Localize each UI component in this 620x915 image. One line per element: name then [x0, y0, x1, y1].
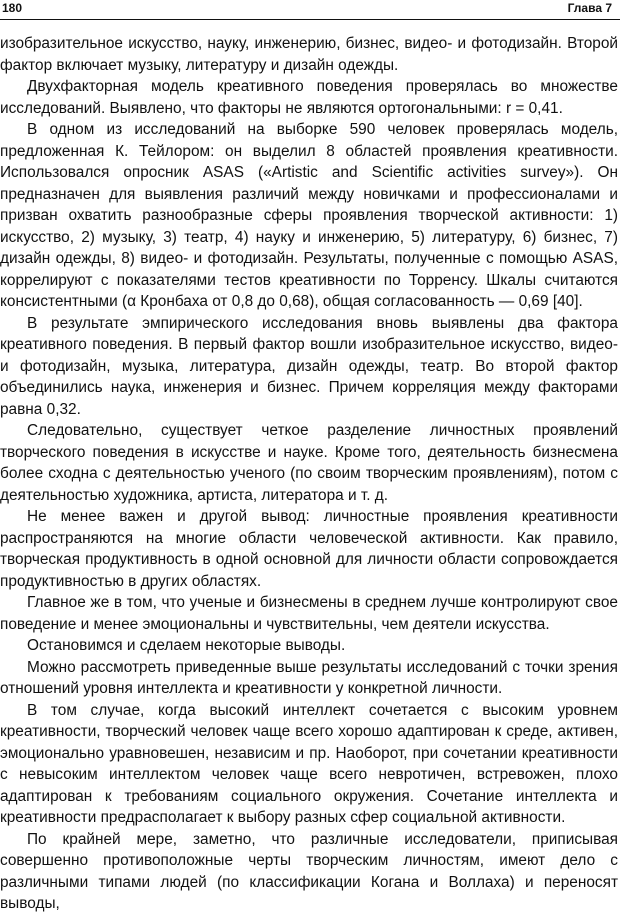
- page-number: 180: [2, 1, 23, 15]
- paragraph: Двухфакторная модель креативного поведения проверялась во множестве исследований. Выявлено, что факторы не являются ортогональными: r = 0,41.: [0, 78, 618, 117]
- paragraph: Не менее важен и другой вывод: личностные проявления креативности распространяются на многие области человеческой активности. Как правило, творческая продуктивность в одной основной для личности области сопровождается продуктивностью в других областях.: [0, 508, 618, 590]
- paragraph: Остановимся и сделаем некоторые выводы.: [27, 637, 346, 654]
- paragraph: Следовательно, существует четкое разделение личностных проявлений творческого поведения в искусстве и науке. Кроме того, деятельность бизнесмена более сходна с деятельностью ученого (по своим творческим проявлениям), потом с деятельностью художника, артиста, литератора и т. д.: [0, 422, 618, 504]
- paragraph: По крайней мере, заметно, что различные исследователи, приписывая совершенно противоположные черты творческим личностям, имеют дело с различными типами людей (по классификации Когана и Воллаха) и переносят выводы,: [0, 830, 618, 912]
- chapter-title: Глава 7: [567, 1, 612, 15]
- paragraph: Главное же в том, что ученые и бизнесмены в среднем лучше контролируют свое поведение и менее эмоциональны и чувствительны, чем деятели искусства.: [0, 594, 618, 633]
- paragraph: В результате эмпирического исследования вновь выявлены два фактора креативного поведения. В первый фактор вошли изобразительное искусство, видео- и фотодизайн, музыка, литература, дизайн одежды, театр. Во второй фактор объединились наука, инженерия и бизнес. Причем корреляция между факторами равна 0,32.: [0, 314, 618, 418]
- paragraph: Можно рассмотреть приведенные выше результаты исследований с точки зрения отношений уровня интеллекта и креативности у конкретной личности.: [0, 658, 618, 697]
- paragraph: В одном из исследований на выборке 590 человек проверялась модель, предложенная К. Тейлором: он выделил 8 областей проявления креативности. Использовался опросник ASAS («Artistic and Scientific activities survey»). Он предназначен для выявления различий между новичками и профессионалами и призван охватить разнообразные сферы проявления творческой активности: 1) искусство, 2) музыку, 3) театр, 4) науку и инженерию, 5) литературу, 6) бизнес, 7) дизайн одежды, 8) видео- и фотодизайн. Результаты, полученные с помощью ASAS, коррелируют с показателями тестов креативности по Торренсу. Шкалы считаются консистентными (α Кронбаха от 0,8 до 0,68), общая согласованность — 0,69 [40].: [0, 121, 618, 310]
- body-text: [0, 33, 618, 915]
- paragraph: В том случае, когда высокий интеллект сочетается с высоким уровнем креативности, творческий человек чаще всего хорошо адаптирован к среде, активен, эмоционально уравновешен, независим и пр. Наоборот, при сочетании креативности с невысоким интеллектом человек чаще всего невротичен, встревожен, плохо адаптирован к требованиям социального окружения. Сочетание интеллекта и креативности предрасполагает к выбору разных сфер социальной активности.: [0, 701, 618, 826]
- running-header: [0, 0, 620, 20]
- paragraph-continuation: изобразительное искусство, науку, инженерию, бизнес, видео- и фотодизайн. Второй фактор включает музыку, литературу и дизайн одежды.: [0, 35, 618, 74]
